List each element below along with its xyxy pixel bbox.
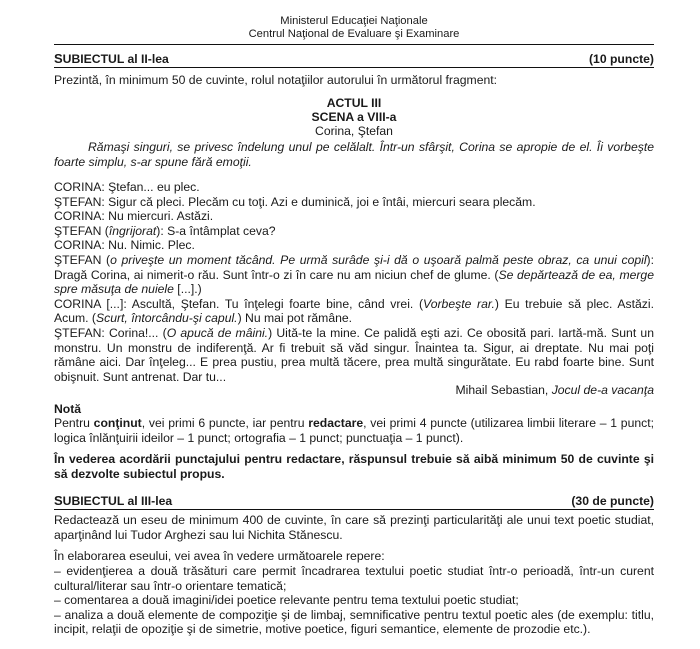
dialogue-line: ŞTEFAN: Corina!... (O apucă de mâini.) Uită-te la mine. Ce palidă eşti azi. Ce obosită pari. Iartă-mă. Sunt un monstru. Un monstru de indiferenţă. Ar fi trebuit să văd singur. Înaintea ta. Sigur, ai dreptate. Nu mai poţi rămâne aici. Dar înţeleg... E prea pustiu, prea multă tăcere, prea multă singurătate. Eu rabd foarte bine. Sunt obişnuit. Sunt antrenat. Dar tu... bbox=[54, 325, 654, 384]
subject-2-points: (10 puncte) bbox=[588, 52, 654, 66]
subject-3-criteria bbox=[54, 564, 654, 637]
stage-direction: Rămaşi singuri, se privesc îndelung unul pe celălalt. Într-un sfârşit, Corina se apropie de el. Îi vorbeşte foarte simplu, s-ar spune fără emoţii. bbox=[54, 140, 654, 169]
criteria-item: – analiza a două elemente de compoziţie şi de limbaj, semnificative pentru textul poetic ales (de exemplu: titlu, incipit, relaţii de opoziţie şi de simetrie, motive poetice, figuri semantice, elemente de prozodie etc.). bbox=[54, 607, 654, 637]
dialogue-line: ŞTEFAN (îngrijorat): S-a întâmplat ceva? bbox=[54, 223, 276, 238]
fragment-source: Mihail Sebastian, Jocul de-a vacanţa bbox=[455, 383, 654, 397]
exam-page bbox=[54, 0, 654, 637]
scene-heading: SCENA a VIII-a bbox=[311, 110, 397, 124]
subject-3-prompt: Redactează un eseu de minimum 400 de cuvinte, în care să prezinţi particularităţi ale unui text poetic studiat, aparţinând lui Tudor Arghezi sau lui Nichita Stănescu. bbox=[54, 513, 654, 542]
page-header bbox=[54, 0, 654, 41]
note-text: Pentru conţinut, vei primi 6 puncte, iar pentru redactare, vei primi 4 puncte (utilizarea limbii literare – 1 punct; logica înlănţuirii ideilor – 1 punct; ortografia – 1 punct; punctuaţia – 1 punct). bbox=[54, 416, 654, 445]
subject-3-heading bbox=[54, 494, 654, 510]
header-rule bbox=[54, 44, 654, 45]
subject-3-intro: În elaborarea eseului, vei avea în vedere următoarele repere: bbox=[54, 549, 385, 563]
characters-line: Corina, Ştefan bbox=[315, 124, 393, 138]
requirement-text: În vederea acordării punctajului pentru redactare, răspunsul trebuie să aibă minimum 50 de cuvinte şi să dezvolte subiectul propus. bbox=[54, 452, 654, 481]
dialogue-line: ŞTEFAN: Sigur că pleci. Plecăm cu toţi. Azi e duminică, joi e întâi, miercuri seara plecăm. bbox=[54, 194, 536, 209]
dialogue-line: CORINA: Nu. Nimic. Plec. bbox=[54, 238, 195, 253]
dialogue-line: CORINA: Nu miercuri. Astăzi. bbox=[54, 209, 214, 224]
subject-2-prompt: Prezintă, în minimum 50 de cuvinte, rolul notaţiilor autorului în următorul fragment: bbox=[54, 73, 498, 87]
dialogue-line: CORINA: Ştefan... eu plec. bbox=[54, 180, 200, 194]
note-title: Notă bbox=[54, 402, 82, 416]
dialogue-line: CORINA [...]: Ascultă, Ştefan. Tu înţelegi foarte bine, când vrei. (Vorbeşte rar.) Eu trebuie să plec. Astăzi. Acum. (Scurt, întorcându-şi capul.) Nu mai pot rămâne. bbox=[54, 296, 654, 326]
criteria-item: – comentarea a două imagini/idei poetice relevante pentru tema textului poetic studiat; bbox=[54, 593, 519, 608]
ministry-name: Ministerul Educaţiei Naţionale bbox=[280, 15, 428, 27]
subject-3-points: (30 de puncte) bbox=[571, 494, 654, 508]
dialogue-line: ŞTEFAN (o priveşte un moment tăcând. Pe urmă surâde şi-i dă o uşoară palmă peste obraz, ca unui copil): Dragă Corina, ai nimerit-o rău. Sunt într-o zi în care nu am niciun chef de glume. (Se depărtează de ea, merge spre măsuţa de nuiele [...].) bbox=[54, 252, 654, 297]
subject-3-title: SUBIECTUL al III-lea bbox=[54, 493, 173, 508]
criteria-item: – evidenţierea a două trăsături care permit încadrarea textului poetic studiat într-o perioadă, într-un curent cultural/literar sau într-o orientare tematică; bbox=[54, 564, 654, 593]
subject-2-heading bbox=[54, 52, 654, 68]
center-name: Centrul Naţional de Evaluare şi Examinare bbox=[248, 28, 460, 40]
dialogue bbox=[54, 180, 654, 384]
act-heading: ACTUL III bbox=[326, 96, 382, 110]
subject-2-title: SUBIECTUL al II-lea bbox=[54, 51, 169, 66]
